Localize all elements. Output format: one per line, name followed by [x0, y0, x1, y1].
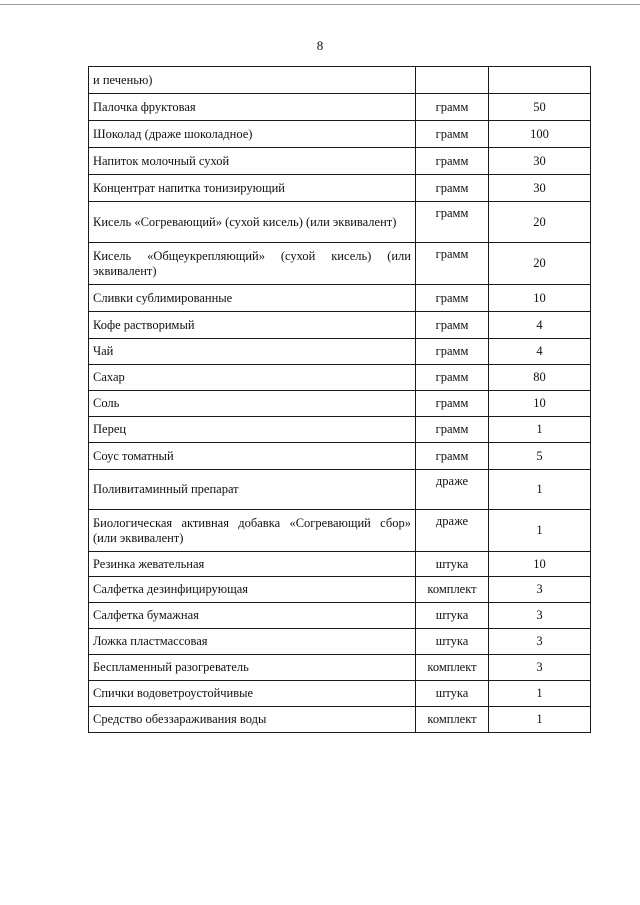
item-quantity: 4 [489, 339, 591, 365]
table-row [89, 391, 591, 417]
item-unit: грамм [416, 365, 489, 391]
item-quantity: 1 [489, 707, 591, 733]
page-number: 8 [316, 38, 324, 53]
item-name: Соус томатный [89, 443, 416, 470]
item-name: Поливитаминный препарат [89, 470, 416, 510]
item-name: Концентрат напитка тонизирующий [89, 175, 416, 202]
item-quantity: 10 [489, 285, 591, 312]
item-unit: грамм [416, 312, 489, 339]
item-unit: драже [416, 510, 489, 552]
table-row [89, 443, 591, 470]
item-unit: грамм [416, 202, 489, 243]
item-unit: грамм [416, 285, 489, 312]
item-name: Перец [89, 417, 416, 443]
table-row [89, 67, 591, 94]
table-row [89, 148, 591, 175]
item-unit: штука [416, 603, 489, 629]
item-name: Чай [89, 339, 416, 365]
item-unit: комплект [416, 707, 489, 733]
item-unit: штука [416, 552, 489, 577]
item-quantity: 10 [489, 391, 591, 417]
table-row [89, 603, 591, 629]
item-quantity [489, 67, 591, 94]
item-name: Кисель «Согревающий» (сухой кисель) (или эквивалент) [89, 202, 416, 243]
item-unit: драже [416, 470, 489, 510]
table-row [89, 312, 591, 339]
item-quantity: 20 [489, 202, 591, 243]
item-quantity: 30 [489, 148, 591, 175]
item-name: Кисель «Общеукрепляющий» (сухой кисель) (или эквивалент) [89, 243, 416, 285]
item-name: Беспламенный разогреватель [89, 655, 416, 681]
item-name: Биологическая активная добавка «Согревающий сбор» (или эквивалент) [89, 510, 416, 552]
table-row [89, 94, 591, 121]
item-name: Соль [89, 391, 416, 417]
table-row [89, 629, 591, 655]
item-name: Напиток молочный сухой [89, 148, 416, 175]
table-row [89, 655, 591, 681]
item-unit: грамм [416, 94, 489, 121]
table-row [89, 285, 591, 312]
item-quantity: 3 [489, 603, 591, 629]
item-name: Сахар [89, 365, 416, 391]
item-quantity: 50 [489, 94, 591, 121]
item-unit: грамм [416, 121, 489, 148]
item-name: Кофе растворимый [89, 312, 416, 339]
table-row [89, 175, 591, 202]
item-quantity: 100 [489, 121, 591, 148]
item-name: Салфетка дезинфицирующая [89, 577, 416, 603]
item-unit: грамм [416, 148, 489, 175]
item-unit: грамм [416, 443, 489, 470]
item-unit: грамм [416, 417, 489, 443]
item-unit [416, 67, 489, 94]
item-name: Резинка жевательная [89, 552, 416, 577]
table-row [89, 577, 591, 603]
item-name: Спички водоветроустойчивые [89, 681, 416, 707]
item-unit: штука [416, 629, 489, 655]
item-unit: грамм [416, 175, 489, 202]
item-quantity: 1 [489, 510, 591, 552]
item-quantity: 1 [489, 681, 591, 707]
item-name: и печенью) [89, 67, 416, 94]
item-quantity: 80 [489, 365, 591, 391]
table-row [89, 417, 591, 443]
page-top-edge [0, 4, 640, 5]
item-quantity: 10 [489, 552, 591, 577]
item-name: Салфетка бумажная [89, 603, 416, 629]
item-name: Средство обеззараживания воды [89, 707, 416, 733]
item-quantity: 4 [489, 312, 591, 339]
item-unit: комплект [416, 577, 489, 603]
ration-items-table [88, 66, 591, 733]
table-row [89, 707, 591, 733]
item-unit: комплект [416, 655, 489, 681]
item-quantity: 1 [489, 470, 591, 510]
item-name: Ложка пластмассовая [89, 629, 416, 655]
item-quantity: 30 [489, 175, 591, 202]
table-row [89, 202, 591, 243]
table-row [89, 339, 591, 365]
item-unit: грамм [416, 339, 489, 365]
item-unit: грамм [416, 391, 489, 417]
item-name: Шоколад (драже шоколадное) [89, 121, 416, 148]
item-quantity: 3 [489, 655, 591, 681]
table-row [89, 510, 591, 552]
item-name: Сливки сублимированные [89, 285, 416, 312]
item-quantity: 1 [489, 417, 591, 443]
item-quantity: 3 [489, 629, 591, 655]
item-quantity: 3 [489, 577, 591, 603]
item-unit: штука [416, 681, 489, 707]
table-row [89, 243, 591, 285]
item-quantity: 20 [489, 243, 591, 285]
item-quantity: 5 [489, 443, 591, 470]
table-row [89, 121, 591, 148]
item-name: Палочка фруктовая [89, 94, 416, 121]
table-row [89, 470, 591, 510]
item-unit: грамм [416, 243, 489, 285]
table-row [89, 681, 591, 707]
table-row [89, 552, 591, 577]
table-row [89, 365, 591, 391]
